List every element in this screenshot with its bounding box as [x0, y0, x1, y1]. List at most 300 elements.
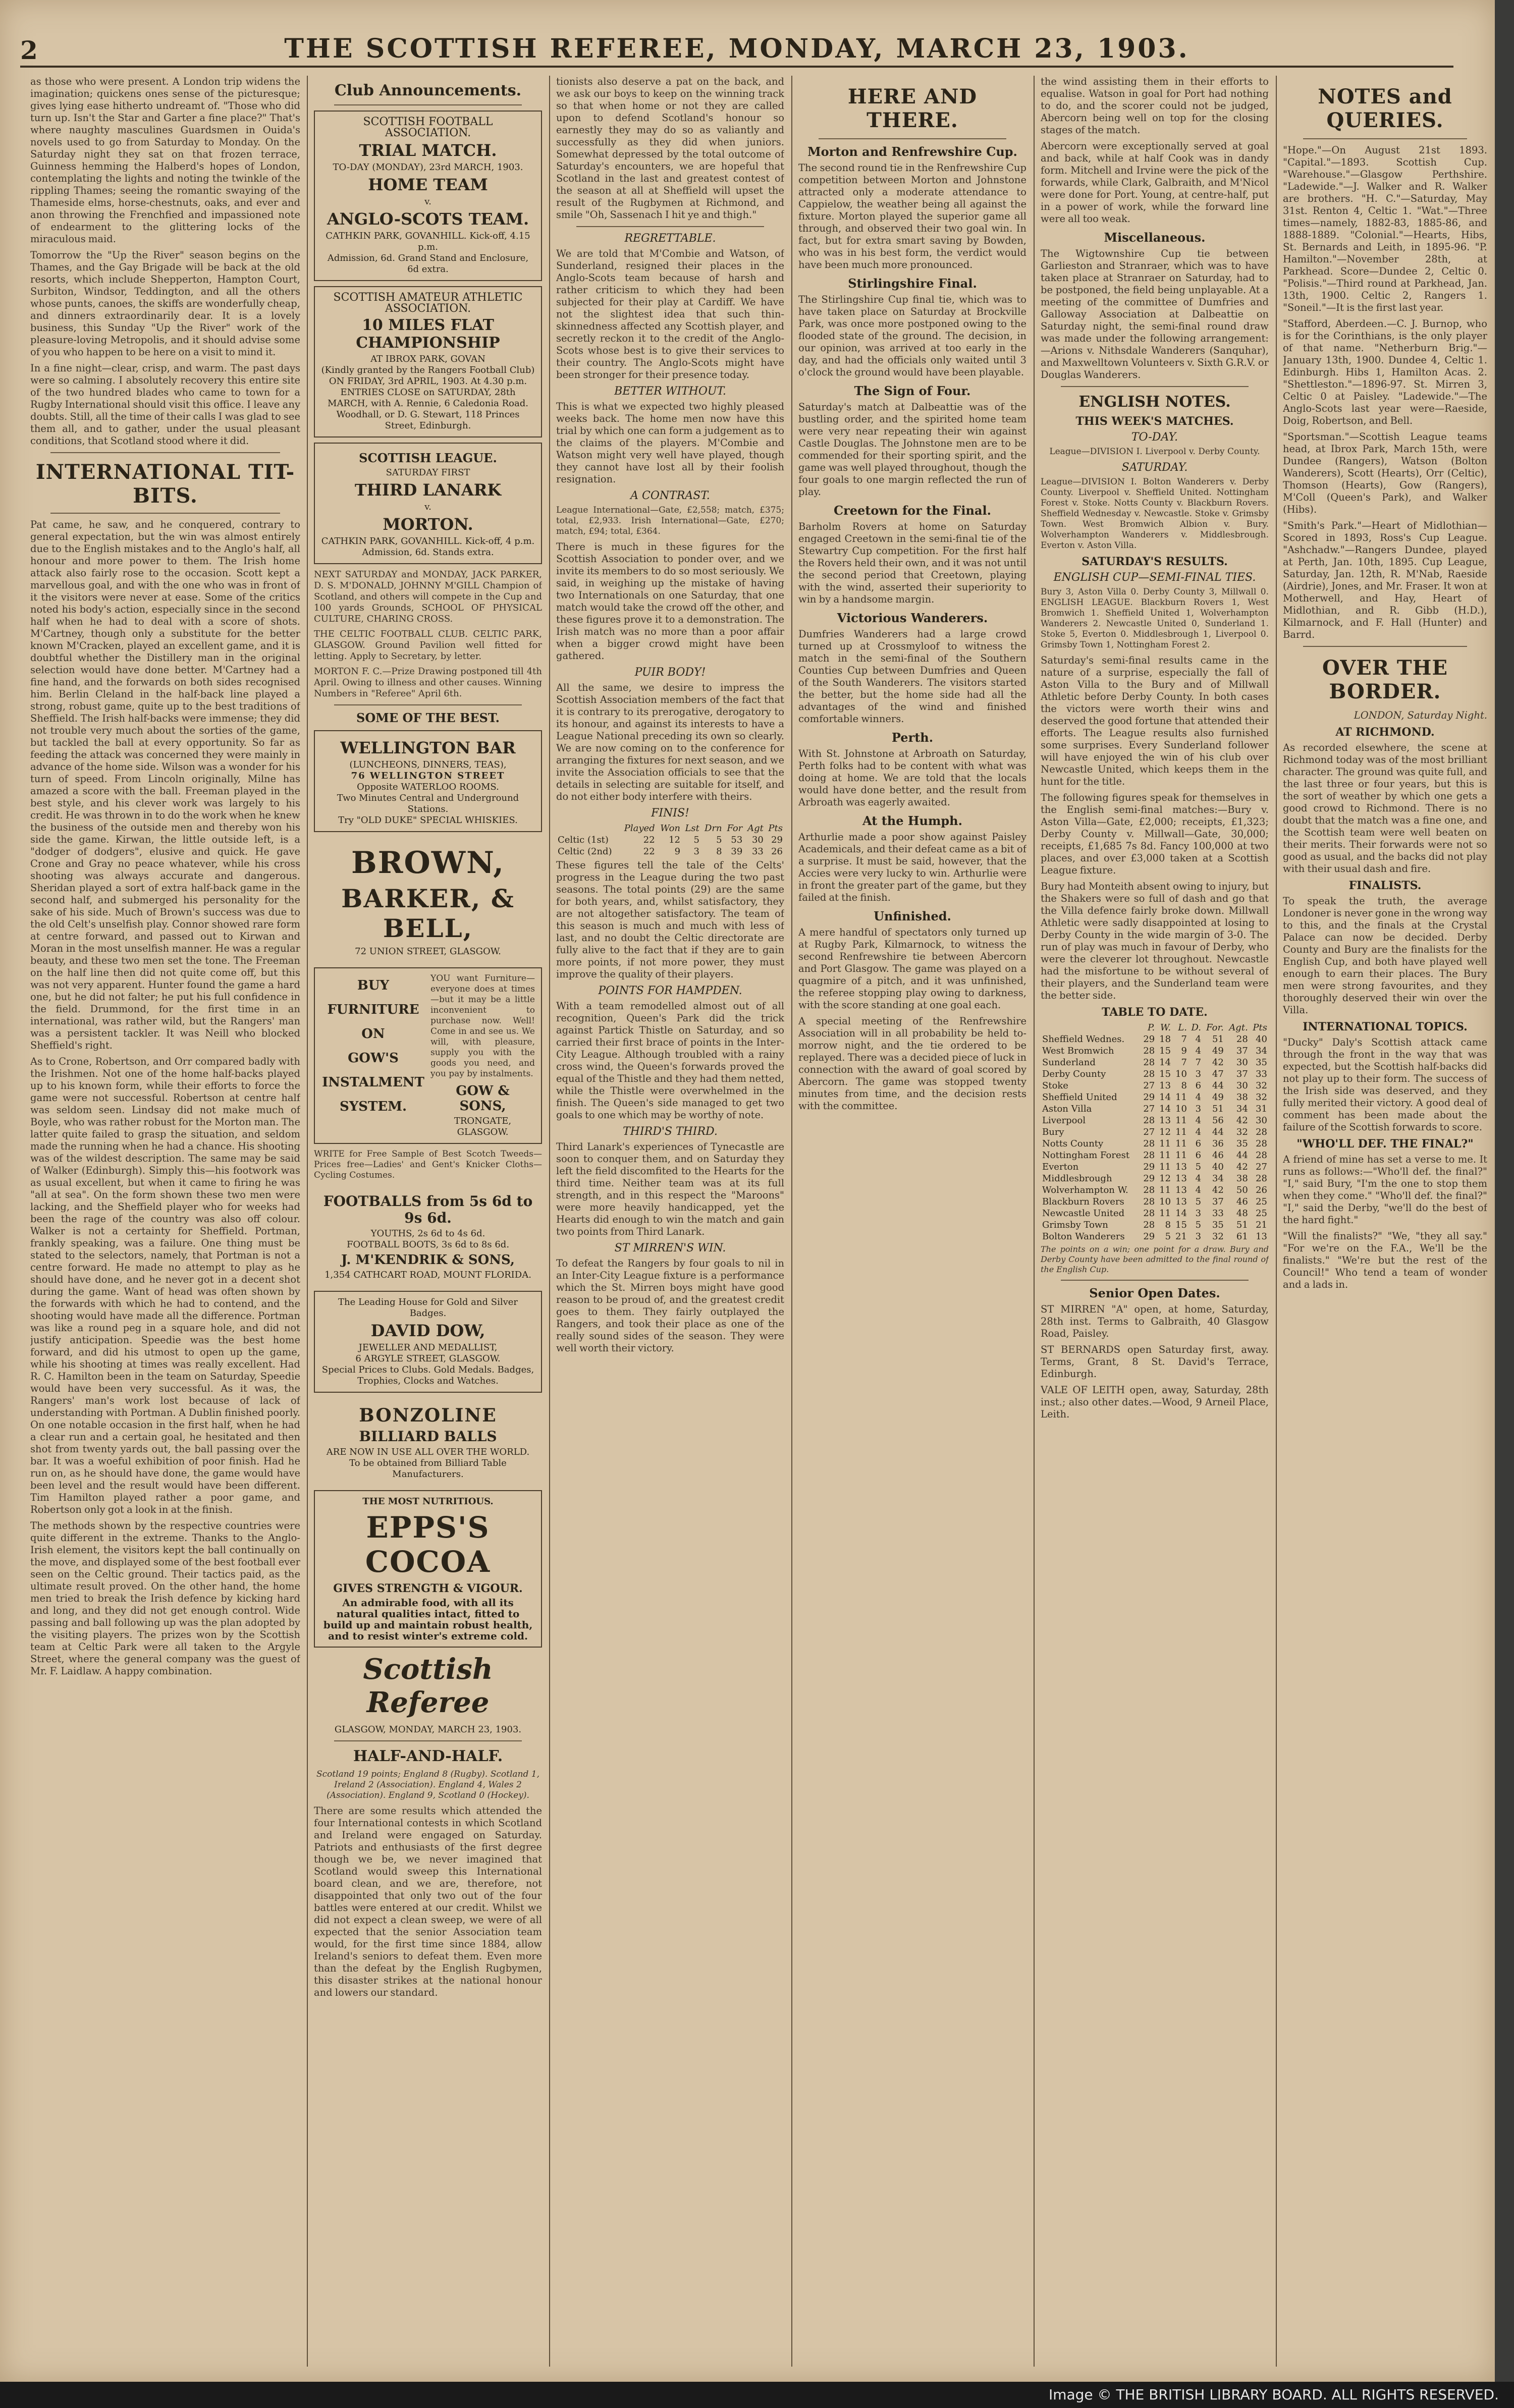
referee-masthead — [314, 1653, 542, 1735]
table-row — [1041, 1138, 1269, 1150]
table-row — [1041, 1231, 1269, 1242]
divider — [1303, 646, 1467, 647]
table-cell: Celtic (2nd) — [558, 846, 612, 857]
subheading: Victorious Wanderers. — [837, 611, 988, 625]
table-cell: 13 — [1159, 1115, 1171, 1126]
subheading: Unfinished. — [874, 909, 951, 923]
copyright-text: Image © THE BRITISH LIBRARY BOARD. ALL RIGHTS RESERVED. — [1048, 2386, 1499, 2403]
table-header-cell: Won — [660, 823, 681, 834]
table-cell: 14 — [1159, 1104, 1171, 1114]
article-text: To defeat the Rangers by four goals to nil in an Inter-City League fixture is a performance which the St. Mirren boys might have good reason to be proud of, and the greatest credit goes to them. They fairly outplayed the Rangers, and took their place as one of the really sound sides of the season. They were well worth their victory. — [556, 1257, 784, 1354]
table-cell: 28 — [1143, 1057, 1155, 1068]
article-text: A mere handful of spectators only turned up at Rugby Park, Kilmarnock, to witness the second Renfrewshire tie between Abercorn and Port Glasgow. The game was played on a quagmire of a pitch, and it was unfinished, the referee stopping play owing to darkness, with the score standing at one goal each. — [798, 926, 1026, 1011]
advertisement — [314, 1490, 542, 1648]
article-text: Saturday's match at Dalbeattie was of the bustling order, and the spirited home team were very near repeating their win against Castle Douglas. The Johnstone men are to be commended for their sporting spirit, and the game was well played throughout, though the four goals to one margin reflected the run of play. — [798, 401, 1026, 498]
ad-text: FOOTBALLS from 5s 6d to 9s 6d. — [323, 1193, 533, 1226]
table-cell: 3 — [1195, 1104, 1202, 1114]
ad-list-item: GOW'S — [348, 1051, 399, 1066]
article-text: The Wigtownshire Cup tie between Garlieston and Stranraer, which was to have taken place at Stranraer on Saturday, had to be postponed, the field being unplayable. At a meeting of the committee of Dumfries and Galloway Association at Dalbeattie on Saturday night, the semi-final round draw was made under the following arrangement:—Arions v. Nithsdale Wanderers (Sanquhar), and Maxwelltown Volunteers v. Sixth G.R.V. or Douglas Wanderers. — [1041, 248, 1269, 380]
ad-text: CATHKIN PARK, GOVANHILL. Kick-off, 4 p.m. Admission, 6d. Stands extra. — [321, 536, 535, 558]
article-text: This is what we expected two highly pleased weeks back. The home men now have this trial by which one can form a judgement as to the claims of the players. M'Combie and Watson might very well have played, though they cannot have lost all by their foolish resignation. — [556, 401, 784, 485]
table-cell: 34 — [1256, 1046, 1267, 1056]
divider — [334, 1740, 522, 1741]
ad-text: BARKER, & BELL, — [341, 884, 515, 943]
results-summary: Scotland 19 points; England 8 (Rugby). Scotland 1, Ireland 2 (Association). England 4, Wales 2 (Association). England 9, Scotland 0 (Hockey). — [316, 1769, 539, 1800]
table-cell: Grimsby Town — [1042, 1220, 1108, 1230]
table-cell: 38 — [1236, 1173, 1248, 1184]
table-cell: 22 — [643, 846, 655, 857]
table-cell: 3 — [693, 846, 699, 857]
ad-text: The Leading House for Gold and Silver Badges. — [338, 1297, 518, 1319]
table-cell: 61 — [1236, 1231, 1248, 1242]
table-cell: 33 — [1256, 1069, 1267, 1079]
advertisement — [314, 730, 542, 832]
table-cell: Bury — [1042, 1127, 1064, 1137]
table-row — [1041, 1208, 1269, 1219]
table-cell: Wolverhampton W. — [1042, 1185, 1128, 1195]
subheading: At the Humph. — [862, 813, 962, 828]
article-text: League International—Gate, £2,558; match, £375; total, £2,933. Irish International—Gate, £270; match, £94; total, £364. — [556, 505, 784, 536]
table-cell: Middlesbrough — [1042, 1173, 1112, 1184]
table-cell: 28 — [1256, 1138, 1267, 1149]
ad-text: To be obtained from Billiard Table Manufacturers. — [349, 1458, 507, 1480]
article-text: With St. Johnstone at Arbroath on Saturday, Perth folks had to be content with what was doing at home. We are told that the locals would have done better, and the result from Arbroath was eagerly awaited. — [798, 748, 1026, 808]
article-text: In a fine night—clear, crisp, and warm. The past days were so calming. I absolutely recovery this entire site of the two hundred blades who came to town for a Rugby International should visit this office. I leave any doubts. Still, all the time of their calls I was glad to see them all, and to gather, under the usual pleasant conditions, that Scotland stood where it did. — [30, 362, 300, 447]
divider — [334, 104, 522, 105]
table-cell: 29 — [1143, 1173, 1155, 1184]
column-rule — [1034, 76, 1035, 2367]
column-rule — [307, 76, 308, 2367]
table-heading: TABLE TO DATE. — [1102, 1006, 1208, 1019]
table-cell: 13 — [1175, 1196, 1187, 1207]
table-cell: 11 — [1159, 1208, 1171, 1219]
article-text: Barholm Rovers at home on Saturday engaged Creetown in the semi-final tie of the Stewartry Cup competition. For the first half the Rovers held their own, and it was not until the second period that Creetown, playing with the wind, asserted their superiority to win by a handsome margin. — [798, 521, 1026, 605]
table-cell: 35 — [1236, 1138, 1248, 1149]
section-heading: BETTER WITHOUT. — [614, 385, 726, 398]
table-cell: 22 — [643, 835, 655, 845]
subheading: Perth. — [891, 730, 934, 745]
table-cell: 12 — [1159, 1127, 1171, 1137]
article-text: Pat came, he saw, and he conquered, contrary to general expectation, but the win was almost entirely due to the English mistakes and to the Anglo's half, all honour and more power to them. The Irish home attack also fairly rose to the occasion. Scott kept a marvellous goal, and with the one who was in front of it the visitors were never at ease. Some of the critics noted his body's action, especially since in the second half when he had to deal with a score of shots. M'Cartney, though only a substitute for the better known M'Cracken, played an excellent game, and it is doubtful whether the Distillery man in the original selection would have done better. M'Cartney had a fine hand, and the forwards on both sides recognised him. Berlin Cleland in the half-back line played a strong, robust game, quite up to the best traditions of Sheffield. The Irish half-backs were immense; they did not trouble very much about the sorties of the game, but tackled the ball at every opportunity. So far as feeding the attack was concerned they were mainly in advance of the home side. Wilson was a wonder for his turn of speed. From Lincoln originally, Milne has amazed a score with the ball. Freeman played in the best style, and his clever work was largely to his credit. He was thrown in to do the work when he knew the business of the outside men and thereby won his side the game. Kirwan, the little outside left, is a "dodger of dodgers", elusive and quick. He gave Crone and Gray no peace whatever, while his cross shooting was always accurate and dangerous. Sheridan played a sort of extra half-back game in the second half, and submerged his personality for the sake of his side. Much of Brown's success was due to the old Celt's unselfish play. Connor showed rare form at centre forward, and passed out to Kirwan and Moran in the most unselfish manner. He was a regular beauty, and these two men set the tone. The Freeman on the half line then did not quite come off, but this was not very apparent. Hunter found the game a hard one, but he did not falter; he put his full confidence in the field. Drummond, for the first time in an international, was rather wild, but the Rangers' man was a persistent tackler. It was Neill who blocked Sheffield's right. — [30, 519, 300, 1051]
table-cell: 8 — [1165, 1220, 1171, 1230]
table-cell: 9 — [1181, 1046, 1187, 1056]
table-cell: 44 — [1212, 1080, 1224, 1091]
subheading: Miscellaneous. — [1104, 230, 1206, 245]
ad-text: Admission, 6d. Grand Stand and Enclosure, 6d extra. — [327, 253, 529, 275]
column-rule — [549, 76, 550, 2367]
table-cell: 27 — [1143, 1127, 1155, 1137]
table-cell: 30 — [751, 835, 764, 845]
table-cell: 28 — [1143, 1115, 1155, 1126]
article-text: the wind assisting them in their efforts to equalise. Watson in goal for Port had nothing to do, and the scorer could not be judged, Abercorn being well on top for the closing stages of the match. — [1041, 76, 1269, 136]
table-cell: Liverpool — [1042, 1115, 1086, 1126]
table-cell: 28 — [1143, 1138, 1155, 1149]
table-cell: 7 — [1181, 1034, 1187, 1045]
section-heading: Club Announcements. — [334, 82, 522, 99]
subheading: Stirlingshire Final. — [848, 276, 977, 291]
table-cell: 31 — [1256, 1104, 1267, 1114]
ad-text: Opposite WATERLOO ROOMS. — [357, 782, 499, 792]
table-cell: 3 — [1195, 1208, 1202, 1219]
table-cell: 42 — [1236, 1115, 1248, 1126]
masthead — [20, 30, 1453, 68]
advertisement — [314, 1398, 542, 1485]
table-cell: 14 — [1175, 1208, 1187, 1219]
table-cell: 14 — [1159, 1057, 1171, 1068]
league-record-table — [556, 823, 784, 857]
subheading: TO-DAY. — [1131, 431, 1178, 444]
ad-text: (LUNCHEONS, DINNERS, TEAS), — [349, 759, 507, 770]
table-cell: Sheffield United — [1042, 1092, 1117, 1103]
ad-text: TRONGATE, GLASGOW. — [454, 1116, 512, 1137]
table-cell: 33 — [1212, 1208, 1224, 1219]
table-cell: 4 — [1195, 1173, 1202, 1184]
article-text: "Smith's Park."—Heart of Midlothian—Scored in 1893, Ross's Cup League. "Ashchadw."—Rangers Dundee, played at Perth, Jan. 10th, 1895. Cup League, Saturday, Jan. 12th, R. M'Nab, Raeside (Airdrie), Jones, and Mr. Fraser. It won at Motherwell, and Hay, Heart of Midlothian, and R. Gibb (H.D.), Kilmarnock, and F. Hall (Hunter) and Barrd. — [1283, 520, 1487, 640]
table-cell: 10 — [1175, 1069, 1187, 1079]
table-cell: 11 — [1159, 1162, 1171, 1172]
ad-text: NEXT SATURDAY and MONDAY, JACK PARKER, D. S. M'DONALD, JOHNNY M'GILL Champion of Scotland, and others will compete in the Cup and 100 yards Grounds, SCHOOL OF PHYSICAL CULTURE, CHARING CROSS. — [314, 569, 542, 624]
table-cell: 28 — [1143, 1208, 1155, 1219]
table-cell: 50 — [1236, 1185, 1248, 1195]
table-cell: 49 — [1212, 1046, 1224, 1056]
table-cell: Newcastle United — [1042, 1208, 1125, 1219]
ad-list-item: SYSTEM. — [339, 1099, 407, 1114]
ad-list-item: ON — [361, 1026, 385, 1042]
table-cell: 8 — [716, 846, 722, 857]
league-table — [1041, 1022, 1269, 1242]
ad-text: Two Minutes Central and Underground Stations. — [337, 793, 519, 814]
table-cell: 28 — [1256, 1127, 1267, 1137]
table-cell: 4 — [1195, 1127, 1202, 1137]
table-cell: 34 — [1212, 1173, 1224, 1184]
page-edge — [1495, 0, 1514, 2408]
table-cell: 40 — [1256, 1034, 1267, 1045]
table-cell: 28 — [1143, 1185, 1155, 1195]
article-text: The methods shown by the respective countries were quite different in the extreme. Thanks to the Anglo-Irish element, the visitors kept the ball continually on the move, and displayed some of the best football ever seen on the Celtic ground. Their tactics paid, as the ultimate result proved. On the other hand, the home men tried to break the Irish defence by kicking hard and long, and they did not get enough control. Wide passing and ball following up was the plan adopted by the visiting players. The prizes won by the Scottish team at Celtic Park were all taken to the Argyle Street, where the general company was the guest of Mr. F. Laidlaw. A happy combination. — [30, 1520, 300, 1677]
article-text: tionists also deserve a pat on the back, and we ask our boys to keep on the winning track so that when home or not they are called upon to defend Scotland's honour so earnestly they may do so as valiantly and successfully as they did when juniors. Somewhat depressed by the total outcome of Saturday's encounters, we are hopeful that Scotland in the last and greatest contest of the season at all at Sheffield will upset the result of the Rugbymen at Richmond, and smile "Oh, Sassenach I hit ye and thigh." — [556, 76, 784, 221]
ad-text: (Kindly granted by the Rangers Football Club) ON FRIDAY, 3rd APRIL, 1903. At 4.30 p.m. — [321, 365, 535, 387]
dateline: LONDON, Saturday Night. — [1354, 709, 1487, 721]
table-cell: 42 — [1212, 1057, 1224, 1068]
table-cell: 28 — [1256, 1150, 1267, 1161]
table-row — [1041, 1068, 1269, 1080]
table-cell: 29 — [1143, 1034, 1155, 1045]
subheading: THIS WEEK'S MATCHES. — [1075, 415, 1234, 428]
subheading: FINALISTS. — [1348, 879, 1422, 892]
table-cell: 4 — [1195, 1115, 1202, 1126]
table-cell: 25 — [1256, 1208, 1267, 1219]
subheading: Morton and Renfrewshire Cup. — [807, 144, 1017, 159]
table-row — [1041, 1080, 1269, 1091]
ad-text: MORTON. — [383, 515, 473, 534]
table-cell: 6 — [1195, 1080, 1202, 1091]
article-text: As recorded elsewhere, the scene at Richmond today was of the most brilliant character. The ground was quite full, and the last three or four years, but this is the sort of weather by which one gets a good crowd to Richmond. There is no doubt that the match was a fine one, and the Scottish team were well beaten on their merits. Their forwards were not so good as usual, and the backs did not play with their usual dash and fire. — [1283, 742, 1487, 874]
table-cell: 11 — [1159, 1185, 1171, 1195]
table-header-cell: For. — [1206, 1022, 1224, 1033]
table-cell: 47 — [1212, 1069, 1224, 1079]
table-cell: 12 — [669, 835, 681, 845]
table-cell: 4 — [1195, 1034, 1202, 1045]
table-cell: 5 — [1195, 1162, 1202, 1172]
advertisement — [314, 443, 542, 564]
table-cell: 27 — [1256, 1162, 1267, 1172]
advertisement — [314, 837, 542, 962]
table-header-cell — [556, 823, 619, 834]
table-row — [1041, 1184, 1269, 1196]
article-text: Abercorn were exceptionally served at goal and back, while at half Cook was in dandy form. Mitchell and Irvine were the pick of the forwards, while Clark, Galbraith, and M'Nicol were done for Port. Young, at centre-half, put in a power of work, while the forward line were all too weak. — [1041, 140, 1269, 225]
table-cell: Stoke — [1042, 1080, 1068, 1091]
table-cell: 11 — [1175, 1138, 1187, 1149]
table-note: The points on a win; one point for a draw. Bury and Derby County have been admitted to the final round of the English Cup. — [1041, 1244, 1269, 1274]
table-cell: 32 — [1256, 1092, 1267, 1103]
table-cell: 5 — [1195, 1220, 1202, 1230]
column-4 — [798, 76, 1026, 2367]
table-cell: 11 — [1175, 1115, 1187, 1126]
section-heading: Senior Open Dates. — [1089, 1286, 1220, 1300]
table-cell: 36 — [1212, 1138, 1224, 1149]
article-text: as those who were present. A London trip widens the imagination; quickens ones sense of the picturesque; gives lying ease hitherto undreamt of. "Those who did turn up. Isn't the Star and Garter a fine place?" That's where naughty masculines Guardsmen in Ouida's novels used to go from Saturday to Monday. On the Saturday night they sat on that frozen terrace, Guinness hemming the Halberd's hopes of London, contemplating the lights and noting the twinkle of the rippling Thames; seeing the romantic swaying of the Thameside elms, horse-chestnuts, oaks, and ever and anon throwing the Frenchfied and impassioned note of endearment to the glittering locks of the miraculous maid. — [30, 76, 300, 245]
table-cell: 28 — [1143, 1069, 1155, 1079]
table-cell: 6 — [1195, 1150, 1202, 1161]
divider — [1303, 138, 1467, 139]
table-header-cell: Agt. — [1229, 1022, 1248, 1033]
table-row — [1041, 1033, 1269, 1045]
column-rule — [1276, 76, 1277, 2367]
table-cell: 9 — [674, 846, 681, 857]
table-cell: 15 — [1159, 1046, 1171, 1056]
table-cell: 44 — [1212, 1127, 1224, 1137]
divider — [1061, 1280, 1249, 1281]
table-cell: 11 — [1175, 1127, 1187, 1137]
ad-text: WELLINGTON BAR — [340, 738, 516, 757]
ad-text: GIVES STRENGTH & VIGOUR. — [333, 1582, 523, 1595]
table-header-cell: P. — [1148, 1022, 1155, 1033]
table-cell: 13 — [1256, 1231, 1267, 1242]
article-text: There is much in these figures for the Scottish Association to ponder over, and we invite its members to do so most seriously. We said, in weighing up the mistake of having two Internationals on one Saturday, that one match would take the crowd off the other, and these figures prove it to a demonstration. The Irish match was no more than a poor affair when a bigger crowd might have been gathered. — [556, 541, 784, 662]
article-text: The following figures speak for themselves in the English semi-final matches:—Bury v. Aston Villa—Gate, £2,000; receipts, £1,323; Derby County v. Millwall—Gate, 30,000; receipts, £1,685 7s 8d. Fancy 100,000 at two places, and over £3,000 taken at a Scottish League fixture. — [1041, 792, 1269, 876]
table-cell: 21 — [1175, 1231, 1187, 1242]
table-cell: 27 — [1143, 1080, 1155, 1091]
table-cell: 3 — [1195, 1069, 1202, 1079]
table-cell: 48 — [1236, 1208, 1248, 1219]
table-header-cell — [1041, 1022, 1140, 1033]
article-text: We are told that M'Combie and Watson, of Sunderland, resigned their places in the Anglo-Scots team because of harsh and rather criticism to which they had been subjected for their play at Cardiff. We have not the slightest idea that such thin-skinnedness affected any Scottish player, and secretly reckon it to the credit of the Anglo-Scots whose best is to give their services to their country. The Anglo-Scots might have been stronger for their presence today. — [556, 248, 784, 380]
table-row — [556, 834, 784, 846]
ad-text: SATURDAY FIRST — [386, 467, 470, 478]
table-cell: 51 — [1212, 1104, 1224, 1114]
subheading: SATURDAY'S RESULTS. — [1082, 555, 1228, 568]
page-number: 2 — [20, 35, 38, 65]
article-text: Third Lanark's experiences of Tynecastle are soon to conquer them, and on Saturday they left the field discomfited to the Hearts for the third time. Neither team was at its full strength, and in this respect the "Maroons" were more heavily handicapped, yet the Hearts did enough to win the match and gain two points from Third Lanark. — [556, 1141, 784, 1237]
table-cell: 33 — [751, 846, 764, 857]
article-text: Tomorrow the "Up the River" season begins on the Thames, and the Gay Brigade will be back at the old resorts, which include Shepperton, Hampton Court, Surbiton, Windsor, Teddington, and all the others whose punts, canoes, the skiffs are wonderfully cheap, and dinners extraordinarily dear. It is a lovely business, this Sunday "Up the River" work of the pleasure-loving Metropolis, and it should advise some of you who happen to be here on a visit to mind it. — [30, 249, 300, 358]
table-cell: 7 — [1195, 1057, 1202, 1068]
table-cell: 11 — [1175, 1092, 1187, 1103]
table-cell: 35 — [1256, 1057, 1267, 1068]
newspaper-title: THE SCOTTISH REFEREE, MONDAY, MARCH 23, 1903. — [284, 33, 1189, 64]
copyright-bar — [0, 2382, 1514, 2408]
masthead-date: GLASGOW, MONDAY, MARCH 23, 1903. — [334, 1724, 522, 1735]
table-row — [1041, 1103, 1269, 1115]
table-header-cell: D. — [1191, 1022, 1202, 1033]
table-cell: Sunderland — [1042, 1057, 1096, 1068]
table-cell: 29 — [1143, 1162, 1155, 1172]
article-text: A special meeting of the Renfrewshire Association will in all probability be held to-morrow night, and the tie ordered to be replayed. There was a decided piece of luck in connection with the award of goal scored by Abercorn. The game was stopped twenty minutes from time, and the decision rests with the committee. — [798, 1015, 1026, 1112]
subheading: The Sign of Four. — [854, 384, 971, 398]
ad-text: YOU want Furniture—everyone does at times—but it may be a little inconvenient to purchase now. Well! Come in and see us. We will, with pleasure, supply you with the goods you need, and you pay by instalments. — [430, 973, 535, 1079]
table-cell: 4 — [1195, 1046, 1202, 1056]
article-text: With a team remodelled almost out of all recognition, Queen's Park did the trick against Partick Thistle on Saturday, and so carried their first brace of points in the Inter-City League. Although troubled with a rainy cross wind, the Queen's forwards proved the equal of the Thistle and they had them netted, while the Thistle were overwhelmed in the finish. The Queen's side managed to get two goals to one which may be worthy of note. — [556, 1000, 784, 1121]
article-text: The Stirlingshire Cup final tie, which was to have taken place on Saturday at Brockville Park, was once more postponed owing to the flooded state of the ground. The decision, in our opinion, was arrived at too early in the day, and had the officials only waited until 3 o'clock the ground would have been playable. — [798, 294, 1026, 378]
ad-text: J. M'KENDRIK & SONS, — [341, 1252, 515, 1268]
ad-list-item: FURNITURE — [327, 1002, 419, 1017]
ad-text: 72 UNION STREET, GLASGOW. — [355, 946, 501, 957]
table-cell: 12 — [1159, 1173, 1171, 1184]
subheading: SATURDAY. — [1121, 461, 1188, 474]
table-cell: 15 — [1175, 1220, 1187, 1230]
table-cell: 25 — [1256, 1196, 1267, 1207]
ad-text: ARE NOW IN USE ALL OVER THE WORLD. — [326, 1447, 530, 1457]
ad-text: BILLIARD BALLS — [359, 1428, 497, 1445]
ad-text: SCOTTISH LEAGUE. — [359, 451, 497, 465]
subheading: AT RICHMOND. — [1335, 726, 1435, 739]
ad-text: SCOTTISH FOOTBALL ASSOCIATION. — [363, 116, 493, 139]
article-text: The second round tie in the Renfrewshire Cup competition between Morton and Johnstone attracted only a moderate attendance to Cappielow, the weather being all against the fixture. Morton played the superior game all through, and observed their two goal win. In fact, but for extra smart saving by Bowden, who was in his best form, the verdict would have been much more pronounced. — [798, 162, 1026, 270]
divider — [50, 513, 280, 514]
table-cell: 27 — [1143, 1104, 1155, 1114]
ad-text: v. — [424, 196, 431, 207]
ad-left-list — [321, 973, 425, 1138]
table-cell: Bolton Wanderers — [1042, 1231, 1125, 1242]
table-cell: 4 — [1195, 1092, 1202, 1103]
table-cell: 46 — [1212, 1150, 1224, 1161]
ad-text: 76 WELLINGTON STREET — [351, 771, 505, 781]
results-list: Bury 3, Aston Villa 0. Derby County 3, Millwall 0. ENGLISH LEAGUE. Blackburn Rovers 1, West Bromwich 1. Sheffield United 1, Wolverhampton Wanderers 2. Newcastle United 0, Sunderland 1. Stoke 5, Everton 0. Middlesbrough 1, Liverpool 0. Grimsby Town 1, Nottingham Forest 2. — [1041, 587, 1269, 650]
section-heading: PUIR BODY! — [634, 666, 706, 679]
ad-text: BONZOLINE — [359, 1405, 497, 1426]
subheading: ENGLISH CUP—SEMI-FINAL TIES. — [1053, 571, 1256, 584]
ad-text: WRITE for Free Sample of Best Scotch Tweeds—Prices free—Ladies' and Gent's Knicker Cloths—Cycling Costumes. — [314, 1149, 542, 1180]
table-cell: 4 — [1195, 1185, 1202, 1195]
column-5 — [1041, 76, 1269, 2367]
table-cell: Everton — [1042, 1162, 1079, 1172]
table-cell: 40 — [1212, 1162, 1224, 1172]
table-cell: 32 — [1256, 1080, 1267, 1091]
section-heading: OVER THE BORDER. — [1322, 656, 1448, 703]
table-cell: 11 — [1159, 1138, 1171, 1149]
table-header-cell: For — [727, 823, 743, 834]
table-cell: 11 — [1159, 1150, 1171, 1161]
table-cell: 37 — [1212, 1196, 1224, 1207]
ad-text: EPPS'S COCOA — [365, 1510, 491, 1579]
table-row — [1041, 1150, 1269, 1161]
section-heading: ENGLISH NOTES. — [1078, 393, 1231, 411]
section-heading: NOTES and QUERIES. — [1318, 85, 1452, 132]
table-cell: 56 — [1212, 1115, 1224, 1126]
table-cell: 5 — [1195, 1196, 1202, 1207]
advertisement — [314, 967, 542, 1144]
table-row — [1041, 1091, 1269, 1103]
table-row — [556, 846, 784, 857]
table-cell: 37 — [1236, 1069, 1248, 1079]
ad-text: SCOTTISH AMATEUR ATHLETIC ASSOCIATION. — [333, 291, 523, 315]
ad-text: An admirable food, with all its natural qualities intact, fitted to build up and maintain robust health, and to resist winter's extreme cold. — [323, 1597, 533, 1642]
table-cell: 44 — [1236, 1150, 1248, 1161]
article-text: As to Crone, Robertson, and Orr compared badly with the Irishmen. Not one of the home half-backs played up to his known form, while their efforts to force the game were not successful. Robertson at centre half was seldom seen. Lindsay did not make much of Boyle, who was rather robust for the Morton man. The latter quite failed to grasp the situation, and seldom made the running when he had a chance. His shooting was of the wildest description. The same may be said of Walker (Edinburgh). Simply this—his footwork was as usual excellent, but when it came to firing he was "all at sea". On the form shown these two men were lacking, and the Sheffield player who for weeks had been the rage of the country was also off colour. Walker is not a certainty for Sheffield. Portman, frankly speaking, was a failure. One thing must be stated to the selectors, namely, that Portman is not a centre forward. He made no attempt to play as he should have done, and he never got in a decent shot during the game. Want of head was often shown by the forwards with which he had to contend, and the shooting would have made all the difference. Portman was like a round peg in a square hole, and did not justify anticipation. Speedie was the best home forward, and did his utmost to open up the game, while his shooting at times was really excellent. Had R. C. Hamilton been in the team on Saturday, Speedie would have been very successful. As it was, the Rangers' man's work lost because of lack of understanding with Portman. A Dublin finished poorly. On one notable occasion in the first half, when he had a clear run and a certain goal, he hesitated and then shot from twenty yards out, the ball passing over the bar. It was a woeful exhibition of poor finish. Had he run on, as he should have done, the game would have been level and the result would have been different. Tim Hamilton played rather a poor game, and Robertson only got a look in at the finish. — [30, 1056, 300, 1515]
table-cell: 28 — [1143, 1196, 1155, 1207]
table-cell: 6 — [1195, 1138, 1202, 1149]
section-heading: FINIS! — [651, 807, 689, 819]
table-cell: 39 — [731, 846, 743, 857]
ad-text: JEWELLER AND MEDALLIST, — [358, 1342, 498, 1353]
table-cell: 13 — [1159, 1080, 1171, 1091]
ad-text: TO-DAY (MONDAY), 23rd MARCH, 1903. — [333, 162, 523, 173]
masthead-script: Scottish Referee — [363, 1653, 493, 1719]
table-cell: 28 — [1143, 1046, 1155, 1056]
subheading: Creetown for the Final. — [834, 503, 991, 518]
ad-text: THE MOST NUTRITIOUS. — [362, 1496, 494, 1507]
advertisement — [314, 111, 542, 281]
article-text: "Ducky" Daly's Scottish attack came through the front in the way that was expected, but the Scottish half-backs did not play up to their form. The success of the Irish side was deserved, and they fully merited their victory. A good deal of comment has been made about the failure of the Scottish forwards to score. — [1283, 1036, 1487, 1133]
divider — [819, 138, 1006, 139]
table-cell: Sheffield Wednes. — [1042, 1034, 1125, 1045]
table-row — [1041, 1045, 1269, 1057]
table-cell: 42 — [1212, 1185, 1224, 1195]
article-text: "Will the finalists?" "We, "they all say." "For we're on the F.A., We'll be the finalists." "We're but the rest of the Council!" Who tend a team of wonder and a lads in. — [1283, 1230, 1487, 1290]
table-cell: 7 — [1181, 1057, 1187, 1068]
advertisement — [314, 286, 542, 437]
table-cell: 53 — [731, 835, 743, 845]
table-cell: 49 — [1212, 1092, 1224, 1103]
article-text: Dumfries Wanderers had a large crowd turned up at Crossmyloof to witness the match in the semi-final of the Southern Counties Cup between Dumfries and Queen of the South Wanderers. The visitors started the better, but the home side had all the advantages of the wind and finished comfortable winners. — [798, 628, 1026, 725]
table-cell: 32 — [1236, 1127, 1248, 1137]
divider — [334, 704, 522, 705]
ad-text: 6 ARGYLE STREET, GLASGOW. — [355, 1353, 501, 1364]
open-date-notice: VALE OF LEITH open, away, Saturday, 28th inst.; also other dates.—Wood, 9 Arneil Place, Leith. — [1041, 1384, 1269, 1420]
table-cell: 14 — [1159, 1092, 1171, 1103]
table-cell: 29 — [1143, 1231, 1155, 1242]
table-cell: 3 — [1195, 1231, 1202, 1242]
article-text: Saturday's semi-final results came in the nature of a surprise, especially the fall of Aston Villa to the Bury and of Millwall Athletic before Derby County. In both cases the victors were worth their wins and deserved the good fortune that attended their efforts. The League results also furnished some surprises. Every Sunderland follower will have enjoyed the win of his club over Newcastle United, which keeps them in the hunt for the title. — [1041, 654, 1269, 787]
table-cell: Celtic (1st) — [558, 835, 609, 845]
ad-text: ANGLO-SCOTS TEAM. — [327, 209, 529, 229]
ad-text: HOME TEAM — [368, 175, 488, 194]
table-cell: 15 — [1159, 1069, 1171, 1079]
table-cell: 46 — [1236, 1196, 1248, 1207]
table-header-cell: Pts — [1253, 1022, 1267, 1033]
table-row — [1041, 1126, 1269, 1138]
table-row — [1041, 1173, 1269, 1184]
section-heading: HERE AND THERE. — [847, 85, 978, 132]
table-row — [1041, 1219, 1269, 1231]
table-cell: 11 — [1175, 1150, 1187, 1161]
table-cell: Notts County — [1042, 1138, 1104, 1149]
table-cell: 51 — [1236, 1220, 1248, 1230]
table-header-cell: Lst — [685, 823, 699, 834]
fixture-list: League—DIVISION I. Bolton Wanderers v. Derby County. Liverpool v. Sheffield United. Nottingham Forest v. Stoke. Notts County v. Blackburn Rovers. Sheffield Wednesday v. Newcastle. Stoke v. Grimsby Town. West Bromwich Albion v. Bury. Wolverhampton Wanderers v. Middlesbrough. Everton v. Aston Villa. — [1041, 477, 1269, 551]
ad-text: THE CELTIC FOOTBALL CLUB. CELTIC PARK, GLASGOW. Ground Pavilion well fitted for letting. Apply to Secretary, by letter. — [314, 629, 542, 662]
table-header-cell: Drn — [704, 823, 722, 834]
table-header-cell: Played — [624, 823, 655, 834]
table-cell: Blackburn Rovers — [1042, 1196, 1124, 1207]
ad-text: Special Prices to Clubs. Gold Medals. Badges, Trophies, Clocks and Watches. — [321, 1364, 534, 1386]
table-cell: 51 — [1212, 1034, 1224, 1045]
ad-text: TRIAL MATCH. — [359, 141, 497, 160]
ad-text: Try "OLD DUKE" SPECIAL WHISKIES. — [338, 815, 518, 826]
column-2 — [314, 76, 542, 2367]
table-cell: 30 — [1236, 1080, 1248, 1091]
table-cell: 10 — [1159, 1196, 1171, 1207]
